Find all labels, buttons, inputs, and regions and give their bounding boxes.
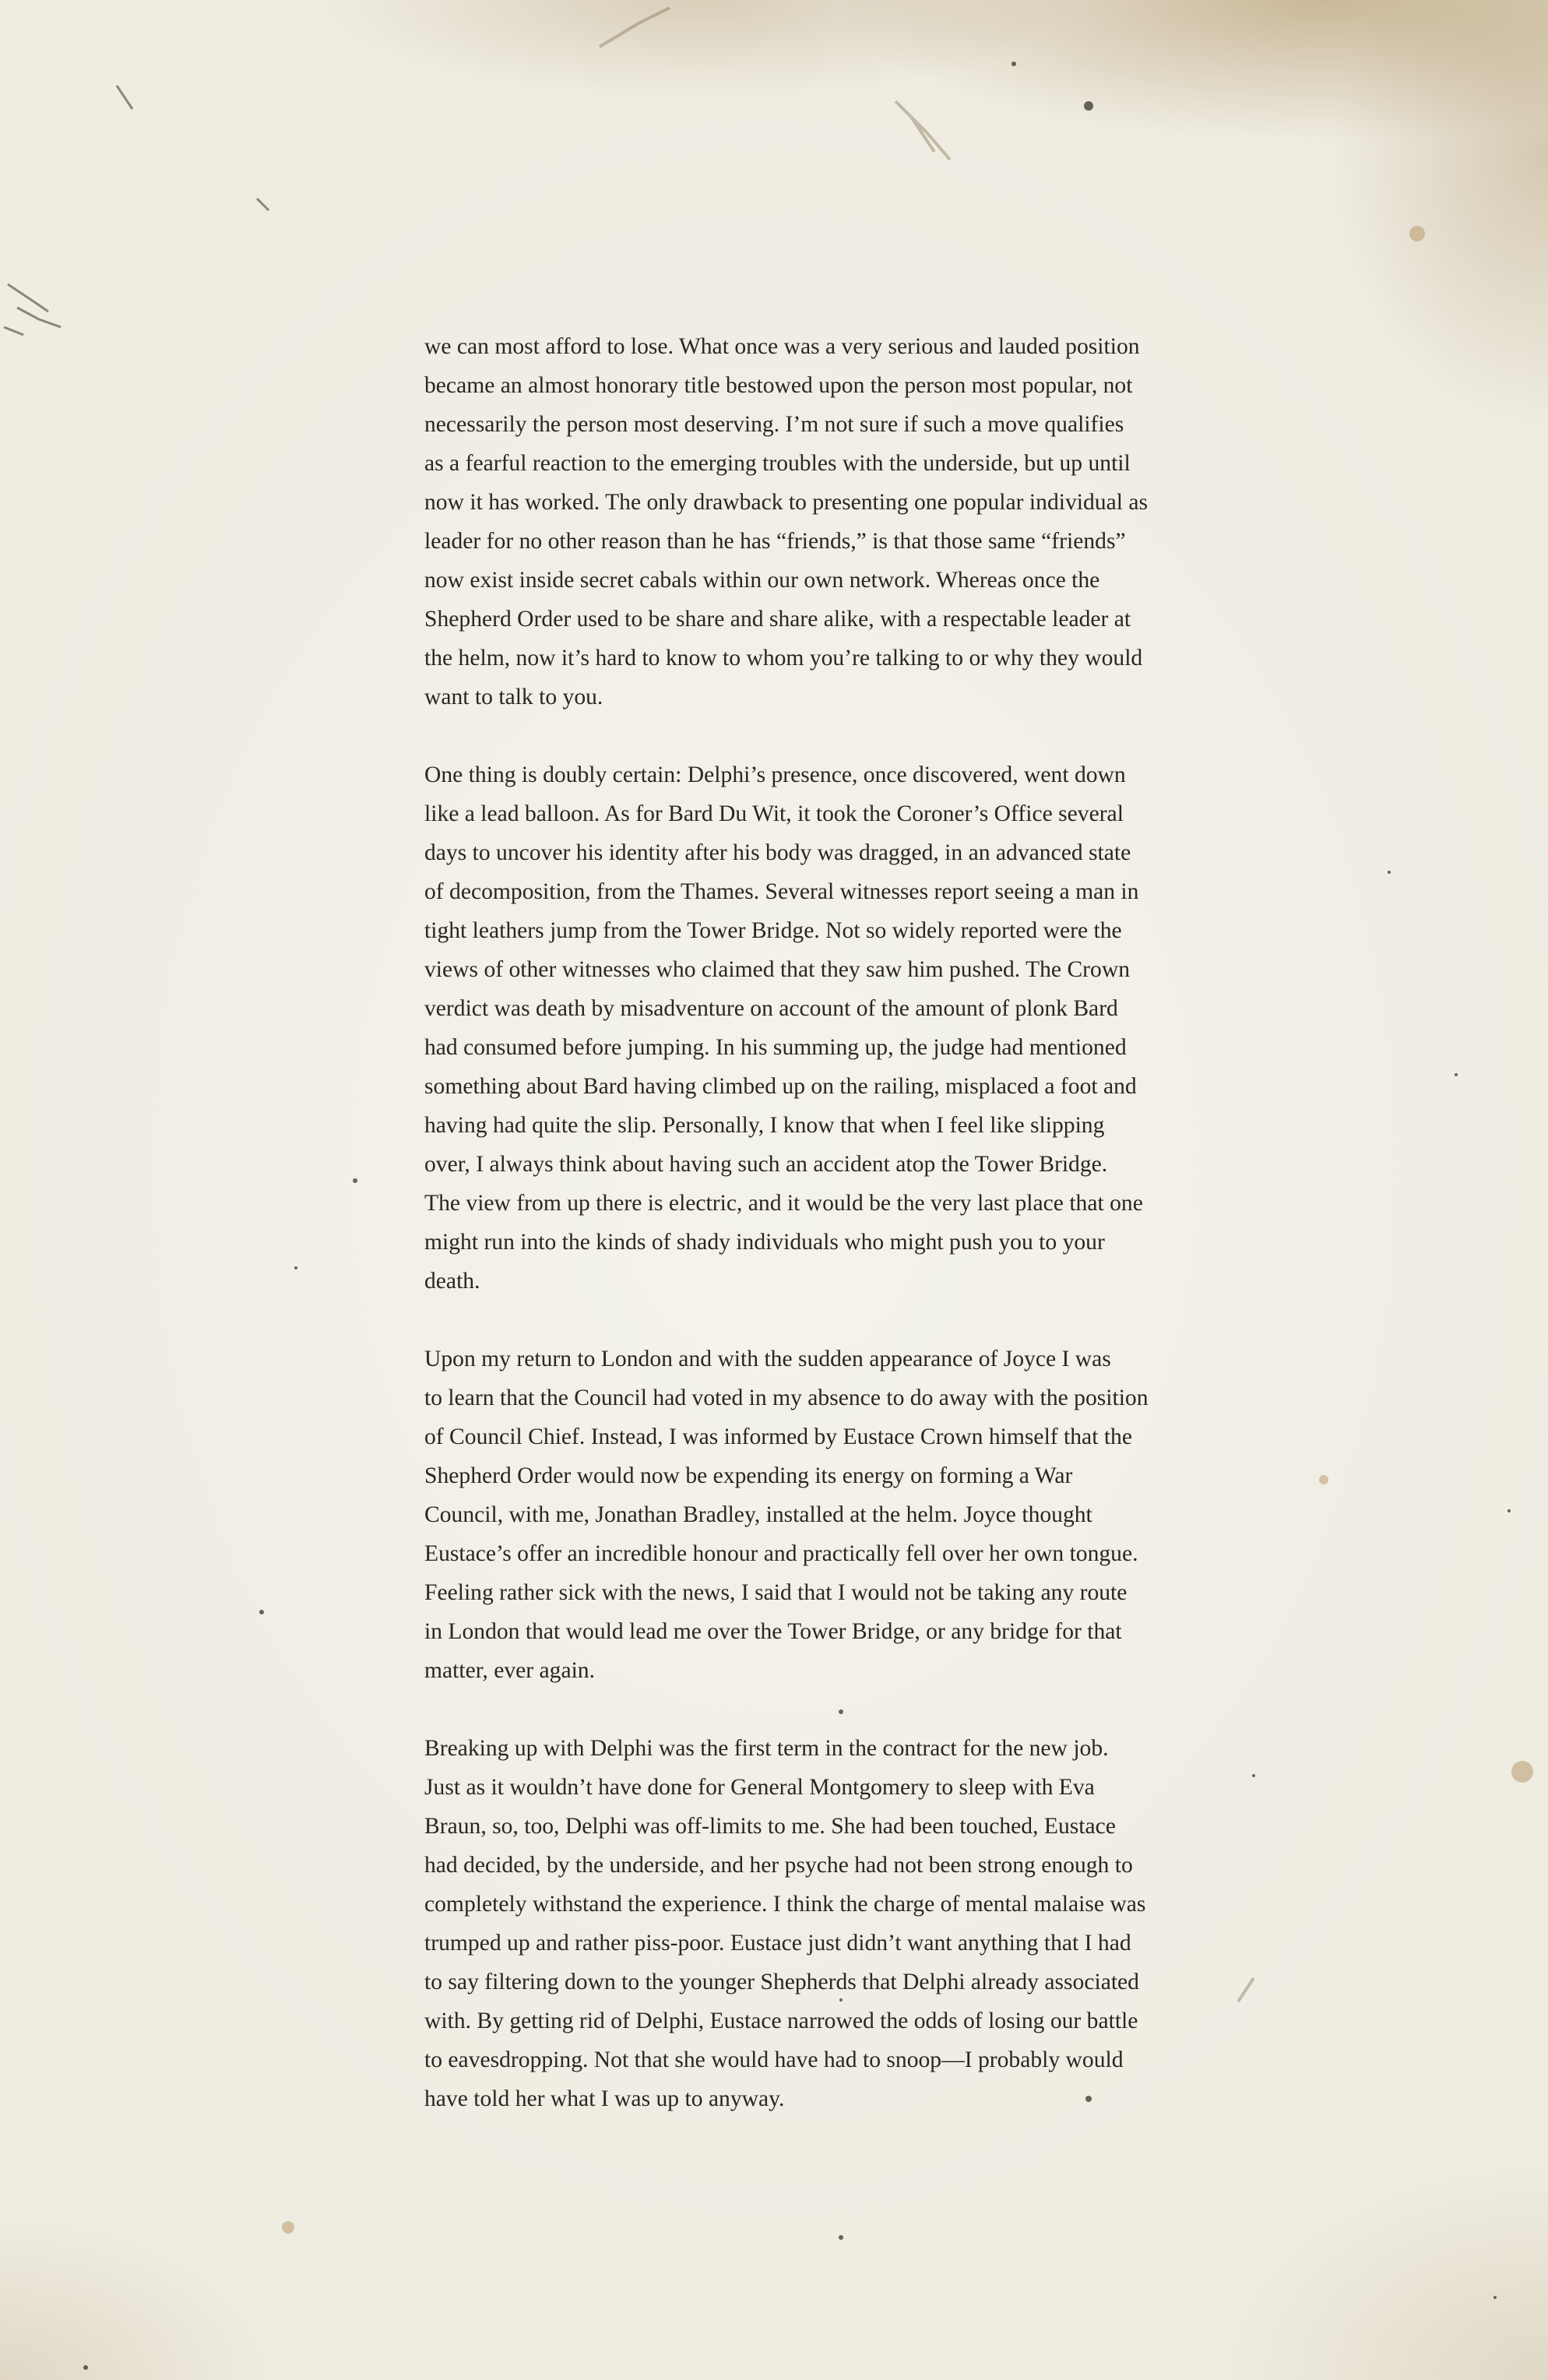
paragraph-3: Upon my return to London and with the sudden appearance of Joyce I was to learn that the Council had voted in my absence to do away with the position of Council Chief. Instead, I was informed by Eustace Crown himself that the Shepherd Order would now be expending its energy on forming a War Council, with me, Jonathan Bradley, installed at the helm. Joyce thought Eustace’s offer an incredible honour and practically fell over her own tongue. Feeling rather sick with the news, I said that I would not be taking any route in London that would lead me over the Tower Bridge, or any bridge for that matter, ever again. bbox=[424, 1347, 1149, 1683]
paragraph-2: One thing is doubly certain: Delphi’s presence, once discovered, went down like a lead balloon. As for Bard Du Wit, it took the Coroner’s Office several days to uncover his identity after his body was dragged, in an advanced state of decomposition, from the Thames. Several witnesses report seeing a man in tight leathers jump from the Tower Bridge. Not so widely reported were the views of other witnesses who claimed that they saw him pushed. The Crown verdict was death by misadventure on account of the amount of plonk Bard had consumed before jumping. In his summing up, the judge had mentioned something about Bard having climbed up on the railing, misplaced a foot and having had quite the slip. Personally, I know that when I feel like slipping over, I always think about having such an accident atop the Tower Bridge. The view from up there is electric, and it would be the very last place that one might run into the kinds of shady individuals who might push you to your death. bbox=[424, 762, 1143, 1294]
paragraph-1: we can most afford to lose. What once was a very serious and lauded position became an almost honorary title bestowed upon the person most popular, not necessarily the person most deserving. I’m not sure if such a move qualifies as a fearful reaction to the emerging troubles with the underside, but up until now it has worked. The only drawback to presenting one popular individual as leader for no other reason than he has “friends,” is that those same “friends” now exist inside secret cabals within our own network. Whereas once the Shepherd Order used to be share and share alike, with a respectable leader at the helm, now it’s hard to know to whom you’re talking to or why they would want to talk to you. bbox=[424, 334, 1148, 709]
document-body bbox=[424, 327, 1250, 2157]
paragraph-4: Breaking up with Delphi was the first term in the contract for the new job. Just as it wouldn’t have done for General Montgomery to sleep with Eva Braun, so, too, Delphi was off-limits to me. She had been touched, Eustace had decided, by the underside, and her psyche had not been strong enough to completely withstand the experience. I think the charge of mental malaise was trumped up and rather piss-poor. Eustace just didn’t want anything that I had to say filtering down to the younger Shepherds that Delphi already associated with. By getting rid of Delphi, Eustace narrowed the odds of losing our battle to eavesdropping. Not that she would have had to snoop—I probably would have told her what I was up to anyway. bbox=[424, 1736, 1146, 2111]
